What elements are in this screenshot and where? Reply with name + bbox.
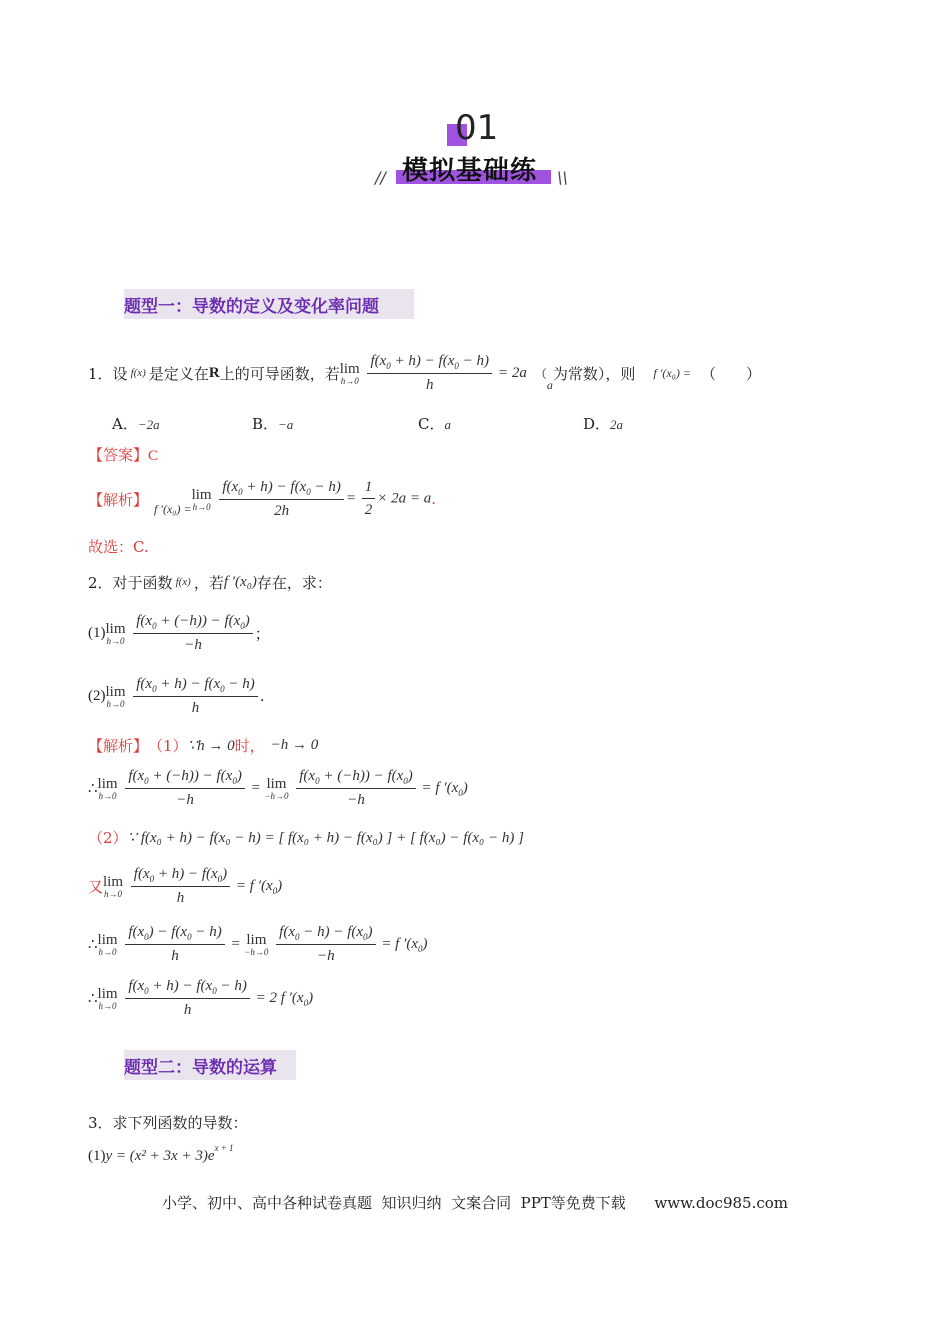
q1-R: R [208,364,220,381]
q2-therefore-line-1: ∴ lim h→0 $\frac{f(x_0) - f(x_0 - h)}{h}$ = lim −h→0 $\frac{f(x_0 - h) - f(x_0)}{-h}$ = f $'(x_0)$ [88,923,428,964]
q3-part-1: (1) y = (x² + 3x + 3)e x + 1 [88,1143,234,1164]
q2-part-1-expr: lim h→0 $\frac{f(x_0 + (-h)) - f(x_0)}{-h}$ [106,613,255,654]
section-1-title: 题型一：导数的定义及变化率问题 [124,297,379,317]
q2-fprime: f ′(x₀) [223,573,257,590]
q1-analysis-lhs: f ′(x₀) = [154,501,192,516]
q2-part-2-expr: lim h→0 $\frac{f(x_0 + h) - f(x_0 - h)}{h}$ [106,676,260,717]
q2-step1-derivation: ∴ lim h→0 $\frac{f(x_0 + (-h)) - f(x_0)}{-h}$ = lim −h→0 $\frac{f(x_0 + (-h)) - f(x_0)}{-h}$ = f $'(x_0)$ [88,767,468,808]
q1-option-a: A．−2a [112,415,160,433]
question-1 [88,348,761,398]
section-2-title: 题型二：导数的运算 [124,1058,277,1078]
q1-analysis-label: 【解析】 [88,490,149,509]
q1-option-b: B．−a [252,415,294,433]
q1-analysis-period: . [431,490,436,508]
q1-analysis [88,474,436,524]
q1-option-d: D．2a [583,415,624,433]
q1-paren-open: （ [534,366,547,381]
q1-limit-expr: lim h→0 $\frac{f(x_0 + h) - f(x_0 - h)}{h}$ [340,353,494,394]
question-3: 3． 求下列函数的导数： [88,1113,248,1132]
q1-fx: f(x) [130,367,146,379]
q2-also-line: 又 lim h→0 $\frac{f(x_0 + h) - f(x_0)}{h}$ = f $'(x_0)$ [88,865,283,906]
right-slash-decoration: \\ [557,168,568,187]
q1-number: 1． [88,364,113,383]
q2-therefore-line-2: ∴ lim h→0 $\frac{f(x_0 + h) - f(x_0 - h)}{h}$ = 2 f $'(x_0)$ [88,977,314,1018]
q1-text-2: 是定义在 [148,364,209,383]
left-slash-decoration: // [375,168,386,187]
q2-analysis-step1: 【解析】 （1） ∵h → 0 时， −h → 0 [88,736,319,755]
q2-text-2: ，若 [193,573,224,592]
q1-text-1: 设 [112,364,128,383]
q2-number: 2． [88,573,113,592]
q1-text-4: 为常数），则 [552,364,636,383]
q1-analysis-rhs: = $\frac{1}{2}$ × 2a = a [345,479,432,518]
q2-part-1: (1) lim h→0 $\frac{f(x_0 + (-h)) - f(x_0)}{-h}$ ； [88,612,270,653]
q1-conclusion: 故选：C. [88,538,149,556]
q2-part-2: (2) lim h→0 $\frac{f(x_0 + h) - f(x_0 - h)}{h}$ . [88,675,265,716]
q3-exponent: x + 1 [214,1143,234,1153]
q1-eq: = 2a [497,364,527,381]
question-2 [88,568,332,596]
q1-analysis-limit: lim h→0 $\frac{f(x_0 + h) - f(x_0 - h)}{2h}$ [192,479,346,520]
q1-a: a [546,377,553,392]
footer-text: 小学、初中、高中各种试卷真题 知识归纳 文案合同 PPT等免费下载 www.doc985.com [162,1194,789,1212]
q2-fx: f(x) [175,576,191,588]
q2-text-3: 存在，求： [256,573,332,592]
q2-text-1: 对于函数 [112,573,173,592]
q1-text-3: 上的可导函数，若 [219,364,340,383]
q1-blank: （ ） [700,364,761,383]
q1-fprime: f ′(x₀) = [653,365,691,380]
header-number: 01 [455,108,499,148]
q2-analysis-step2: （2） ∵ f(x₀ + h) − f(x₀ − h) = [ f(x₀ + h) − f(x₀) ] + [ f(x₀) − f(x₀ − h) ] [88,828,524,847]
header-title: 模拟基础练 [402,156,538,186]
q1-answer: 【答案】C [88,446,159,464]
q1-option-c: C．a [418,415,451,433]
